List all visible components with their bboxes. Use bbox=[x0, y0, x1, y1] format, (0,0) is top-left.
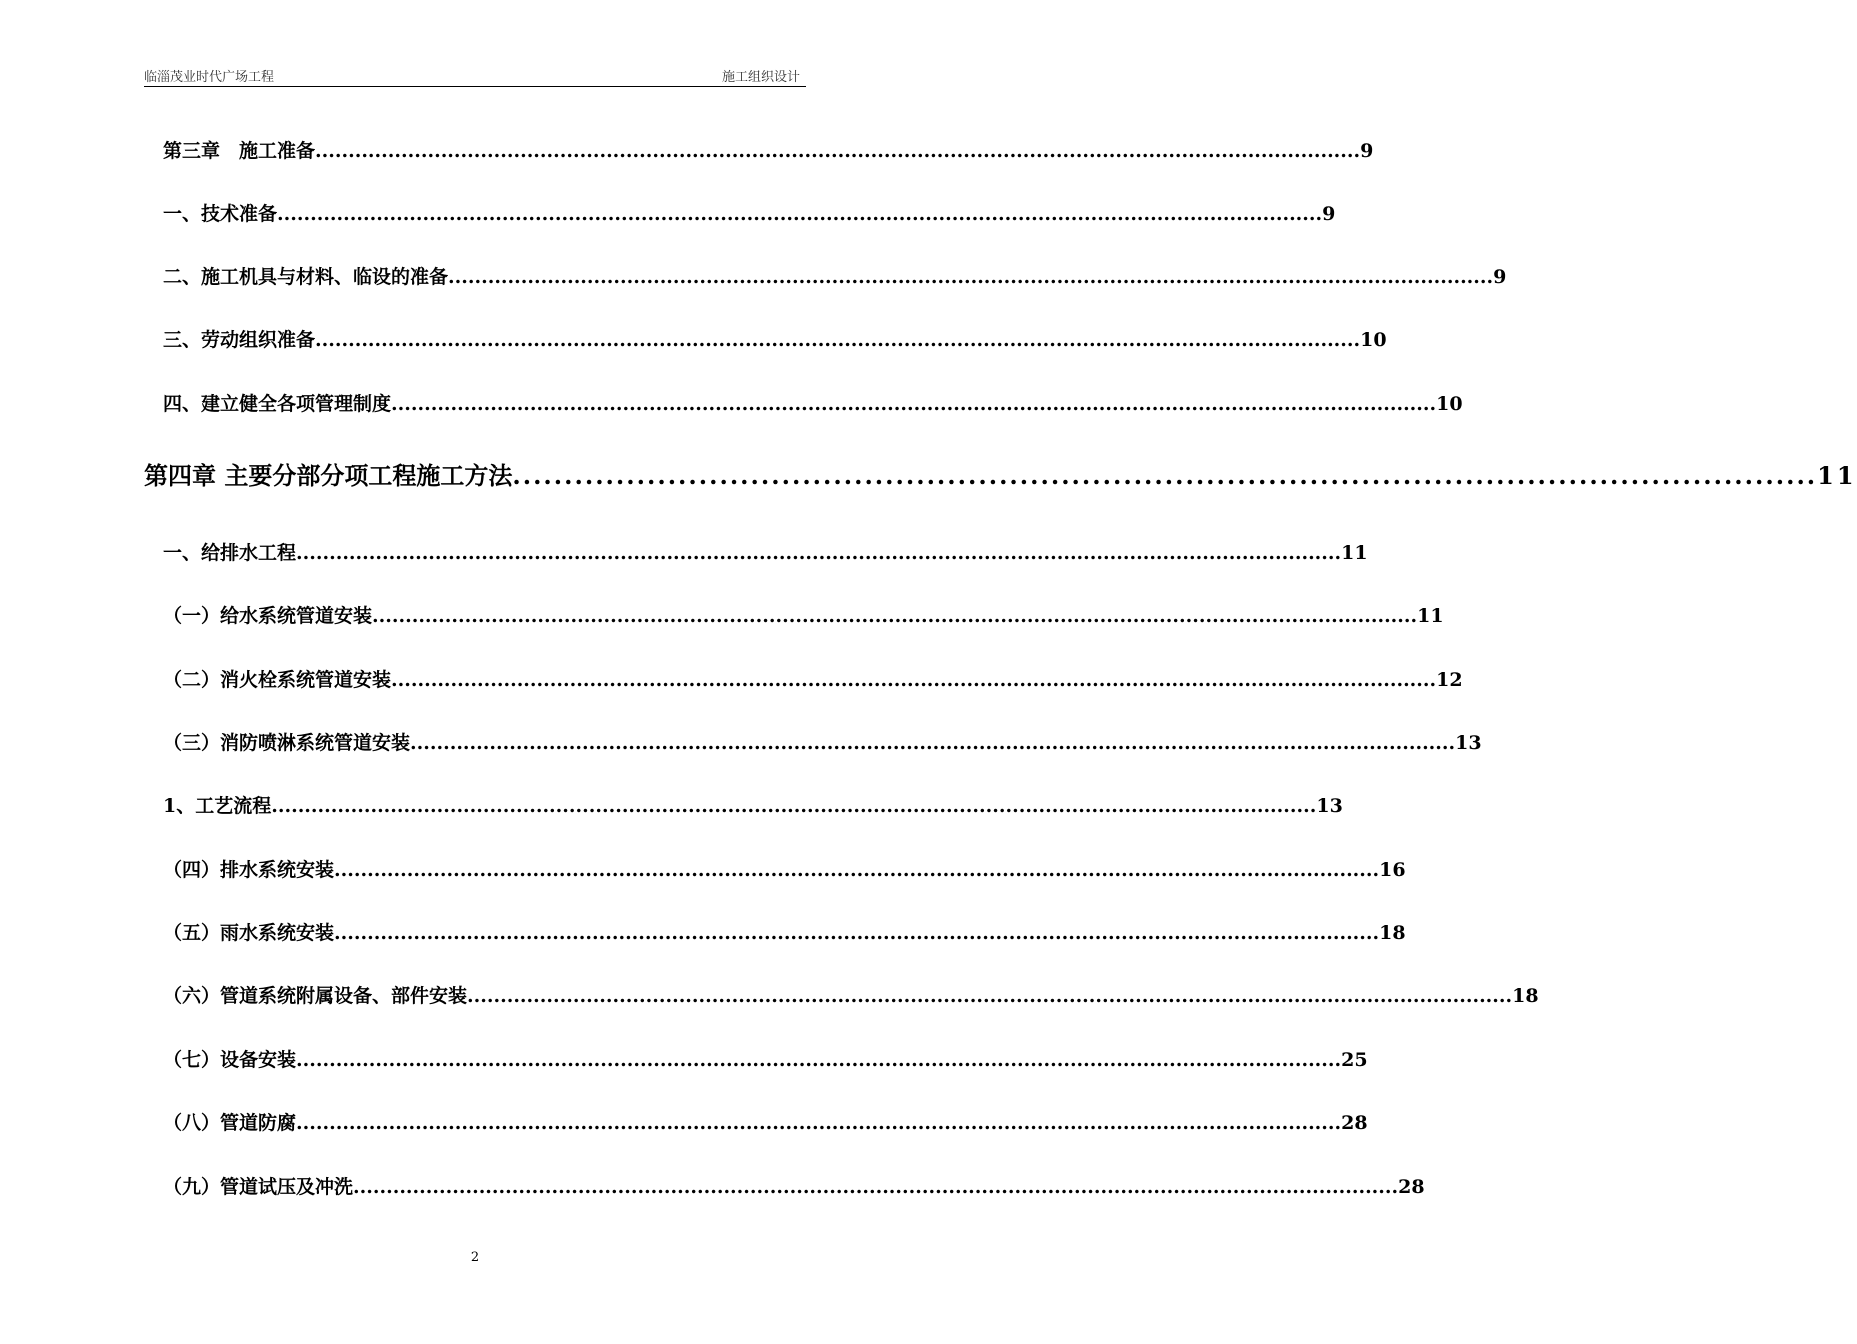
header-document-type: 施工组织设计 bbox=[721, 70, 800, 85]
toc-entry[interactable] bbox=[163, 1109, 1368, 1137]
toc-entry-page: 11 bbox=[1417, 605, 1444, 627]
toc-entry-title: （四）排水系统安装 bbox=[163, 859, 335, 881]
toc-entry[interactable] bbox=[163, 919, 1406, 947]
toc-entry[interactable] bbox=[163, 666, 1463, 694]
header-project-name: 临淄茂业时代广场工程 bbox=[144, 70, 275, 85]
toc-entry[interactable] bbox=[163, 729, 1482, 757]
toc-entry-page: 25 bbox=[1341, 1049, 1368, 1071]
toc-chapter-entry[interactable] bbox=[144, 459, 1857, 493]
toc-entry[interactable] bbox=[163, 137, 1374, 165]
toc-entry-title: 三、劳动组织准备 bbox=[163, 329, 316, 351]
toc-entry[interactable] bbox=[163, 856, 1406, 884]
toc-entry-page: 28 bbox=[1398, 1176, 1425, 1198]
toc-leader-dots: .............................................................................................................................................................. bbox=[372, 605, 1418, 627]
toc-entry-title: （六）管道系统附属设备、部件安装 bbox=[163, 985, 468, 1007]
toc-leader-dots: .............................................................................................................................................................. bbox=[296, 1112, 1342, 1134]
toc-leader-dots: .............................................................................................................................................................. bbox=[467, 985, 1513, 1007]
toc-entry-page: 10 bbox=[1436, 393, 1463, 415]
toc-entry[interactable] bbox=[163, 792, 1343, 820]
toc-entry-page: 13 bbox=[1316, 795, 1343, 817]
toc-entry-page: 11 bbox=[1817, 461, 1857, 490]
toc-entry-title: 一、技术准备 bbox=[163, 203, 278, 225]
toc-entry-page: 9 bbox=[1360, 140, 1374, 162]
toc-entry-title: 一、给排水工程 bbox=[163, 542, 297, 564]
toc-entry-page: 16 bbox=[1379, 859, 1406, 881]
toc-entry-title: （一）给水系统管道安装 bbox=[163, 605, 373, 627]
toc-leader-dots: .............................................................................................................................................................. bbox=[353, 1176, 1399, 1198]
toc-leader-dots: .............................................................................................................................................................. bbox=[315, 140, 1361, 162]
toc-leader-dots: .............................................................................................................................................................. bbox=[334, 859, 1380, 881]
toc-leader-dots: .............................................................................................................................................................. bbox=[391, 393, 1437, 415]
toc-leader-dots: .............................................................................................................................................................. bbox=[315, 329, 1361, 351]
toc-entry-page: 12 bbox=[1436, 669, 1463, 691]
toc-entry-title: （二）消火栓系统管道安装 bbox=[163, 669, 392, 691]
toc-entry[interactable] bbox=[163, 1046, 1368, 1074]
toc-leader-dots: .............................................................................................................................................................. bbox=[448, 266, 1494, 288]
toc-entry[interactable] bbox=[163, 539, 1368, 567]
toc-entry-title: （三）消防喷淋系统管道安装 bbox=[163, 732, 411, 754]
toc-entry-title: 四、建立健全各项管理制度 bbox=[163, 393, 392, 415]
toc-entry-title: 第四章 主要分部分项工程施工方法 bbox=[144, 461, 513, 490]
toc-entry-page: 11 bbox=[1341, 542, 1368, 564]
toc-entry-title: （五）雨水系统安装 bbox=[163, 922, 335, 944]
toc-entry-page: 9 bbox=[1493, 266, 1507, 288]
toc-leader-dots: .............................................................................................................................................................. bbox=[271, 795, 1317, 817]
toc-entry[interactable] bbox=[163, 263, 1507, 291]
toc-leader-dots: .............................................................................................................................. bbox=[512, 461, 1818, 490]
toc-entry[interactable] bbox=[163, 602, 1444, 630]
toc-entry[interactable] bbox=[163, 1173, 1425, 1201]
toc-entry[interactable] bbox=[163, 326, 1387, 354]
toc-entry-page: 18 bbox=[1379, 922, 1406, 944]
page-number: 2 bbox=[470, 1250, 480, 1265]
toc-entry-page: 28 bbox=[1341, 1112, 1368, 1134]
toc-entry-page: 10 bbox=[1360, 329, 1387, 351]
toc-entry-page: 18 bbox=[1512, 985, 1539, 1007]
toc-entry-title: （九）管道试压及冲洗 bbox=[163, 1176, 354, 1198]
toc-entry-title: （七）设备安装 bbox=[163, 1049, 297, 1071]
toc-leader-dots: .............................................................................................................................................................. bbox=[296, 542, 1342, 564]
toc-leader-dots: .............................................................................................................................................................. bbox=[410, 732, 1456, 754]
toc-entry[interactable] bbox=[163, 200, 1336, 228]
toc-entry-title: 第三章 施工准备 bbox=[163, 140, 316, 162]
toc-leader-dots: .............................................................................................................................................................. bbox=[277, 203, 1323, 225]
toc-entry[interactable] bbox=[163, 390, 1463, 418]
toc-entry[interactable] bbox=[163, 982, 1539, 1010]
page-header bbox=[144, 64, 806, 87]
toc-entry-page: 13 bbox=[1455, 732, 1482, 754]
toc-entry-title: （八）管道防腐 bbox=[163, 1112, 297, 1134]
toc-entry-page: 9 bbox=[1322, 203, 1336, 225]
toc-leader-dots: .............................................................................................................................................................. bbox=[391, 669, 1437, 691]
toc-entry-title: 1、工艺流程 bbox=[163, 795, 272, 817]
toc-leader-dots: .............................................................................................................................................................. bbox=[296, 1049, 1342, 1071]
toc-entry-title: 二、施工机具与材料、临设的准备 bbox=[163, 266, 449, 288]
toc-leader-dots: .............................................................................................................................................................. bbox=[334, 922, 1380, 944]
